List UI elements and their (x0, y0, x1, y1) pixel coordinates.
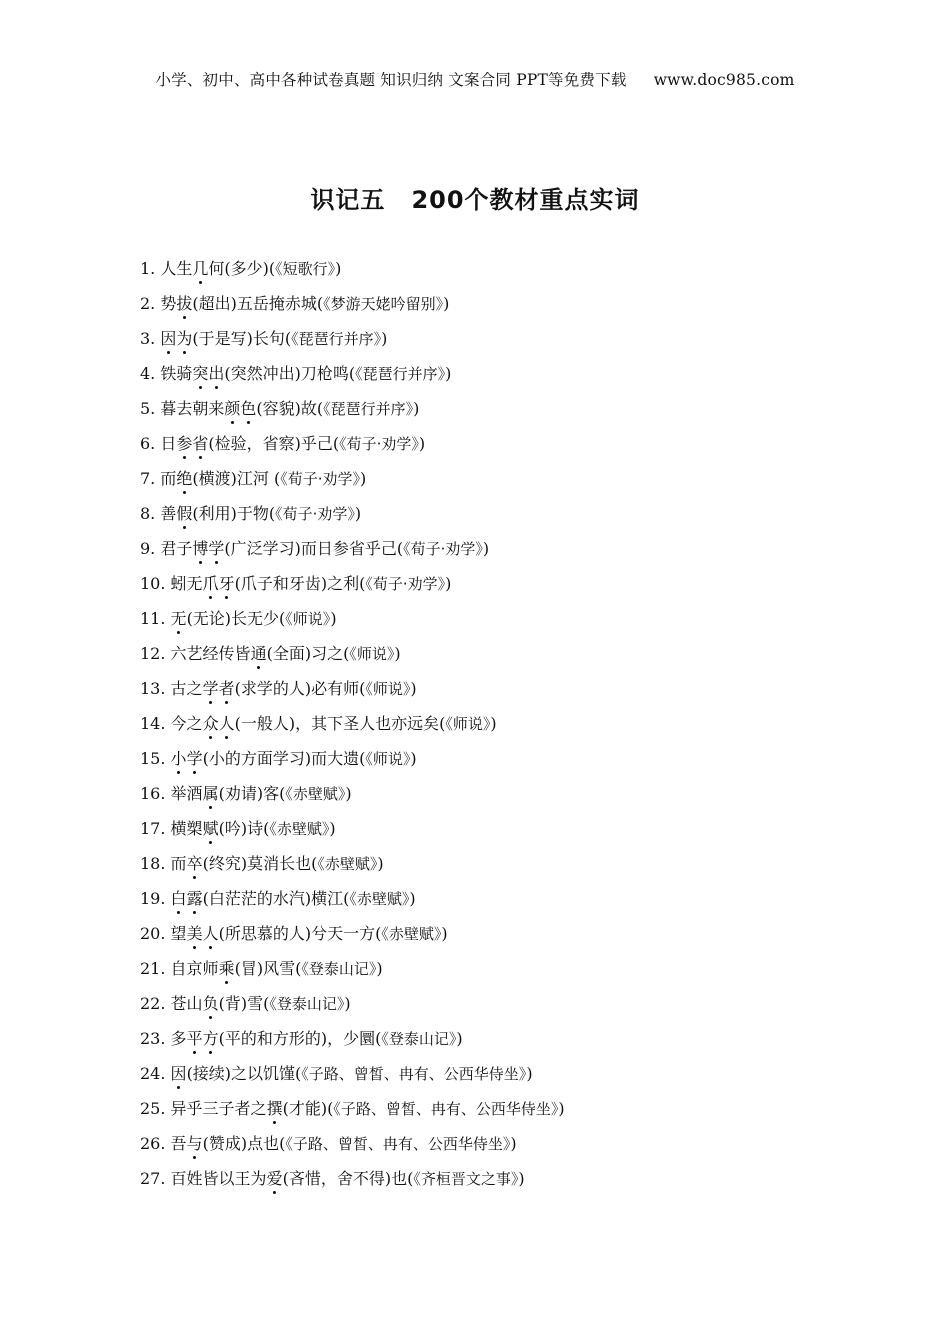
item-number: 14. (140, 714, 166, 733)
item-gloss: (吝惜，舍不得)也( (282, 1169, 414, 1188)
item-gloss: 何(多少)( (208, 259, 276, 278)
item-keyword: 与 (186, 1134, 203, 1153)
item-source: 《齐桓晋文之事》 (413, 1170, 519, 1188)
item-prefix: 而 (170, 854, 187, 873)
item-source: 《琵琶行并序》 (355, 365, 446, 383)
item-gloss: (小的方面学习)而大遗( (202, 749, 366, 768)
item-end: ) (526, 1064, 533, 1083)
item-prefix: 日 (160, 434, 177, 453)
item-end: ) (410, 679, 417, 698)
item-source: 《师说》 (349, 645, 395, 663)
item-number: 8. (140, 504, 156, 523)
item-number: 21. (140, 959, 166, 978)
item-end: ) (443, 294, 450, 313)
item-gloss: (爪子和牙齿)之利( (234, 574, 366, 593)
item-source: 《师说》 (285, 610, 331, 628)
item-end: ) (445, 574, 452, 593)
item-number: 13. (140, 679, 166, 698)
item-gloss: (横渡)江河 ( (192, 469, 281, 488)
item-end: ) (394, 644, 401, 663)
item-end: ) (335, 259, 342, 278)
item-source: 《登泰山记》 (381, 1030, 457, 1048)
item-keyword: 乘 (218, 959, 235, 978)
list-item (140, 990, 860, 1025)
item-end: ) (344, 994, 351, 1013)
item-end: ) (445, 364, 452, 383)
item-number: 7. (140, 469, 156, 488)
item-keyword: 因 (170, 1064, 187, 1083)
item-keyword: 通 (250, 644, 267, 663)
item-gloss: (终究)莫消长也( (202, 854, 318, 873)
item-source: 《琵琶行并序》 (291, 330, 382, 348)
item-prefix: 暮去朝来 (160, 399, 225, 418)
item-number: 2. (140, 294, 156, 313)
item-number: 5. (140, 399, 156, 418)
item-source: 《荀子·劝学》 (403, 540, 483, 558)
item-number: 15. (140, 749, 166, 768)
item-gloss: (才能)( (282, 1099, 334, 1118)
item-source: 《赤壁赋》 (381, 925, 442, 943)
item-gloss: (超出)五岳掩赤城( (192, 294, 324, 313)
item-gloss: (冒)风雪( (234, 959, 302, 978)
item-keyword: 无 (170, 609, 187, 628)
item-keyword: 白露 (170, 889, 203, 908)
item-number: 1. (140, 259, 156, 278)
item-prefix: 古之 (170, 679, 203, 698)
list-item (140, 430, 860, 465)
item-gloss: (接续)之以饥馑( (186, 1064, 302, 1083)
list-item (140, 1165, 860, 1200)
list-item (140, 745, 860, 780)
item-keyword: 撰 (266, 1099, 283, 1118)
item-end: ) (409, 889, 416, 908)
item-gloss: (突然冲出)刀枪鸣( (224, 364, 356, 383)
list-item (140, 780, 860, 815)
item-source: 《短歌行》 (275, 260, 336, 278)
header-site: www.doc985.com (653, 71, 795, 89)
item-gloss: (利用)于物( (192, 504, 276, 523)
item-number: 16. (140, 784, 166, 803)
item-end: ) (345, 784, 352, 803)
item-gloss: (平的和方形的)，少圜( (218, 1029, 382, 1048)
vocab-list (140, 255, 860, 1200)
item-number: 27. (140, 1169, 166, 1188)
item-prefix: 今之 (170, 714, 203, 733)
header-text: 小学、初中、高中各种试卷真题 知识归纳 文案合同 PPT等免费下载 (155, 71, 627, 89)
item-gloss: (劝请)客( (218, 784, 286, 803)
item-number: 25. (140, 1099, 166, 1118)
item-end: ) (418, 434, 426, 453)
item-end: ) (354, 504, 362, 523)
item-source: 《荀子·劝学》 (339, 435, 419, 453)
item-end: ) (413, 399, 420, 418)
item-keyword: 几 (192, 259, 209, 278)
item-end: ) (376, 959, 383, 978)
item-prefix: 自京师 (170, 959, 219, 978)
item-end: ) (490, 714, 497, 733)
item-source: 《赤壁赋》 (349, 890, 410, 908)
item-source: 《梦游天姥吟留别》 (323, 295, 444, 313)
list-item (140, 535, 860, 570)
list-item (140, 395, 860, 430)
list-item (140, 570, 860, 605)
list-item (140, 1095, 860, 1130)
item-prefix: 异乎三子者之 (170, 1099, 267, 1118)
item-keyword: 博学 (192, 539, 225, 558)
list-item (140, 955, 860, 990)
list-item (140, 1130, 860, 1165)
item-prefix: 多 (170, 1029, 187, 1048)
item-gloss: (所思慕的人)兮天一方( (218, 924, 382, 943)
item-prefix: 人生 (160, 259, 193, 278)
item-prefix: 苍山 (170, 994, 203, 1013)
item-prefix: 六艺经传皆 (170, 644, 251, 663)
item-end: ) (410, 749, 417, 768)
item-prefix: 铁骑 (160, 364, 193, 383)
item-source: 《琵琶行并序》 (323, 400, 414, 418)
item-keyword: 颜色 (224, 399, 257, 418)
item-number: 23. (140, 1029, 166, 1048)
item-prefix: 百姓皆以王为 (170, 1169, 267, 1188)
item-source: 《荀子·劝学》 (280, 470, 360, 488)
item-end: ) (329, 819, 336, 838)
item-end: ) (441, 924, 448, 943)
item-keyword: 突出 (192, 364, 225, 383)
item-source: 《赤壁赋》 (285, 785, 346, 803)
item-number: 26. (140, 1134, 166, 1153)
item-prefix: 善 (160, 504, 177, 523)
list-item (140, 920, 860, 955)
list-item (140, 815, 860, 850)
item-source: 《登泰山记》 (301, 960, 377, 978)
item-source: 《荀子·劝学》 (275, 505, 355, 523)
list-item (140, 885, 860, 920)
item-end: ) (377, 854, 384, 873)
item-source: 《荀子·劝学》 (365, 575, 446, 593)
item-prefix: 蚓无 (170, 574, 203, 593)
item-keyword: 因为 (160, 329, 193, 348)
item-keyword: 美人 (186, 924, 219, 943)
list-item (140, 850, 860, 885)
item-gloss: (于是写)长句( (192, 329, 292, 348)
item-end: ) (456, 1029, 463, 1048)
list-item (140, 1060, 860, 1095)
list-item (140, 1025, 860, 1060)
list-item (140, 465, 860, 500)
item-number: 17. (140, 819, 166, 838)
item-gloss: (容貌)故( (256, 399, 324, 418)
item-keyword: 卒 (186, 854, 203, 873)
item-gloss: (无论)长无少( (186, 609, 286, 628)
item-source: 《登泰山记》 (269, 995, 345, 1013)
item-gloss: (吟)诗( (218, 819, 270, 838)
list-item (140, 290, 860, 325)
item-gloss: (一般人)，其下圣人也亦远矣( (234, 714, 446, 733)
item-number: 9. (140, 539, 156, 558)
item-end: ) (381, 329, 388, 348)
item-end: ) (482, 539, 490, 558)
item-keyword: 学者 (202, 679, 235, 698)
item-end: ) (518, 1169, 525, 1188)
item-prefix: 望 (170, 924, 187, 943)
item-end: ) (360, 469, 367, 488)
item-gloss: (赞成)点也( (202, 1134, 286, 1153)
item-prefix: 横槊 (170, 819, 203, 838)
item-prefix: 吾 (170, 1134, 187, 1153)
list-item (140, 605, 860, 640)
item-number: 3. (140, 329, 156, 348)
list-item (140, 640, 860, 675)
item-source: 《师说》 (365, 680, 411, 698)
item-keyword: 假 (176, 504, 193, 523)
item-prefix: 势 (160, 294, 177, 313)
item-keyword: 爪牙 (202, 574, 235, 593)
item-source: 《子路、曾皙、冉有、公西华侍坐》 (301, 1065, 527, 1083)
item-end: ) (558, 1099, 565, 1118)
item-keyword: 绝 (176, 469, 193, 488)
item-keyword: 参省 (176, 434, 209, 453)
item-end: ) (330, 609, 337, 628)
list-item (140, 675, 860, 710)
list-item (140, 325, 860, 360)
list-item (140, 500, 860, 535)
item-prefix: 君子 (160, 539, 193, 558)
item-number: 4. (140, 364, 156, 383)
item-keyword: 属 (202, 784, 219, 803)
item-prefix: 举酒 (170, 784, 203, 803)
item-number: 18. (140, 854, 166, 873)
title-part2: 200个教材重点实词 (411, 186, 640, 214)
item-gloss: (广泛学习)而日参省乎己( (224, 539, 404, 558)
item-number: 11. (140, 609, 166, 628)
item-keyword: 小学 (170, 749, 203, 768)
item-gloss: (白茫茫的水汽)横江( (202, 889, 350, 908)
page-header (0, 68, 950, 90)
item-gloss: (求学的人)必有师( (234, 679, 366, 698)
list-item (140, 360, 860, 395)
item-number: 24. (140, 1064, 166, 1083)
item-source: 《赤壁赋》 (269, 820, 330, 838)
list-item (140, 255, 860, 290)
item-gloss: (背)雪( (218, 994, 270, 1013)
item-number: 6. (140, 434, 156, 453)
list-item (140, 710, 860, 745)
item-prefix: 而 (160, 469, 177, 488)
item-number: 10. (140, 574, 166, 593)
item-keyword: 负 (202, 994, 219, 1013)
item-end: ) (510, 1134, 517, 1153)
item-keyword: 爱 (266, 1169, 283, 1188)
item-keyword: 平方 (186, 1029, 219, 1048)
item-source: 《师说》 (445, 715, 491, 733)
item-gloss: (全面)习之( (266, 644, 350, 663)
item-number: 20. (140, 924, 166, 943)
item-keyword: 拔 (176, 294, 193, 313)
page-title (0, 180, 950, 215)
item-keyword: 众人 (202, 714, 235, 733)
item-source: 《赤壁赋》 (317, 855, 378, 873)
item-source: 《师说》 (365, 750, 411, 768)
item-number: 19. (140, 889, 166, 908)
item-number: 22. (140, 994, 166, 1013)
item-keyword: 赋 (202, 819, 219, 838)
item-source: 《子路、曾皙、冉有、公西华侍坐》 (285, 1135, 511, 1153)
item-gloss: (检验，省察)乎己( (208, 434, 340, 453)
item-number: 12. (140, 644, 166, 663)
title-part1: 识记五 (310, 186, 386, 214)
item-source: 《子路、曾皙、冉有、公西华侍坐》 (333, 1100, 559, 1118)
